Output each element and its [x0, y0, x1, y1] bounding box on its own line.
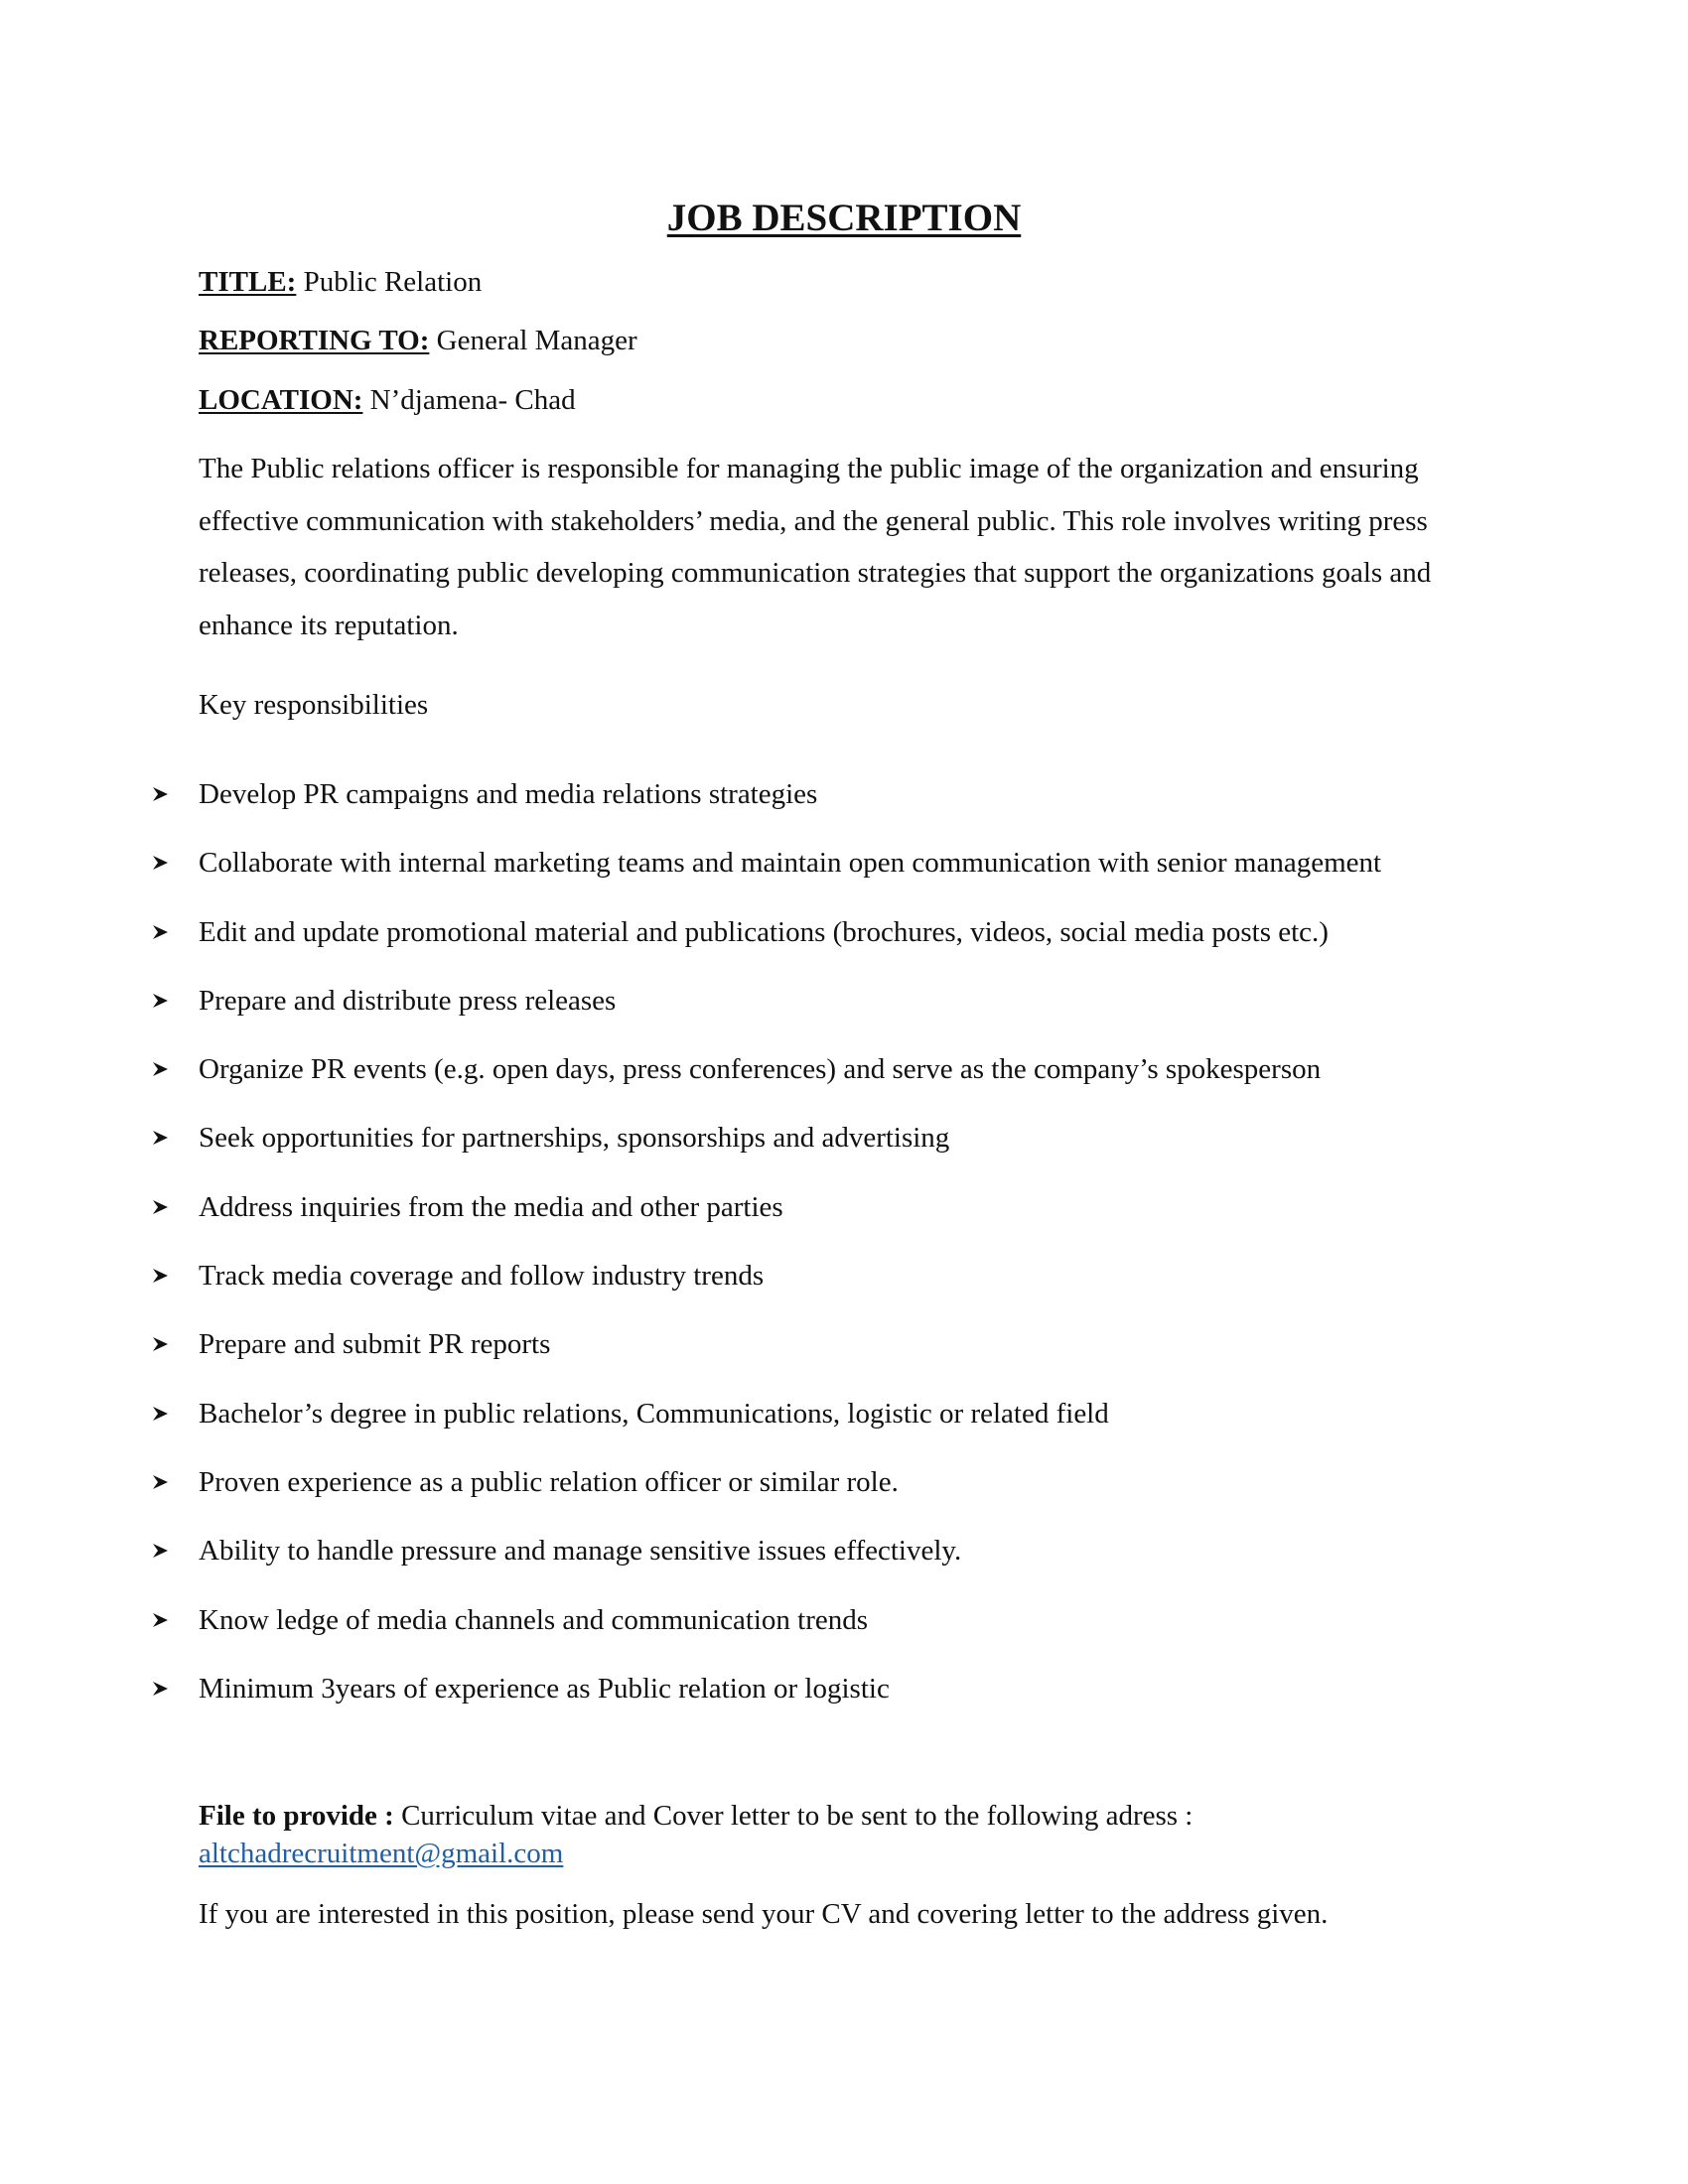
arrowhead-bullet-icon [151, 983, 175, 1019]
title-field [199, 264, 482, 300]
responsibilities-list [0, 776, 1688, 1739]
list-item [0, 1051, 1688, 1120]
reporting-value: General Manager [436, 325, 637, 356]
location-value: N’djamena- Chad [369, 384, 576, 416]
document-heading: JOB DESCRIPTION [666, 197, 1022, 239]
arrowhead-bullet-icon [151, 1671, 175, 1706]
file-to-provide-label: File to provide : [199, 1800, 394, 1832]
list-item-text: Prepare and distribute press releases [199, 984, 617, 1017]
reporting-field [199, 323, 637, 358]
arrowhead-bullet-icon [151, 1189, 175, 1225]
list-item-text: Develop PR campaigns and media relations strategies [199, 778, 818, 810]
location-field [199, 382, 576, 418]
location-label: LOCATION: [199, 384, 363, 416]
title-value: Public Relation [303, 266, 483, 298]
list-item [0, 1396, 1688, 1464]
title-label: TITLE: [199, 266, 297, 298]
list-item [0, 776, 1688, 845]
arrowhead-bullet-icon [151, 1326, 175, 1362]
list-item-text: Minimum 3years of experience as Public relation or logistic [199, 1672, 890, 1705]
list-item-text: Edit and update promotional material and publications (brochures, videos, social media posts etc.) [199, 915, 1329, 948]
list-item-text: Seek opportunities for partnerships, sponsorships and advertising [199, 1122, 950, 1155]
arrowhead-bullet-icon [151, 845, 175, 881]
email-link[interactable]: altchadrecruitment@gmail.com [199, 1838, 564, 1869]
closing-paragraph: If you are interested in this position, please send your CV and covering letter to the address given. [199, 1898, 1329, 1930]
list-item [0, 1602, 1688, 1671]
arrowhead-bullet-icon [151, 1602, 175, 1638]
arrowhead-bullet-icon [151, 1120, 175, 1156]
list-item [0, 1326, 1688, 1395]
list-item-text: Proven experience as a public relation officer or similar role. [199, 1465, 899, 1498]
list-item-text: Collaborate with internal marketing teams and maintain open communication with senior management [199, 847, 1382, 880]
list-item [0, 1671, 1688, 1739]
arrowhead-bullet-icon [151, 1396, 175, 1432]
list-item [0, 845, 1688, 913]
key-responsibilities-heading: Key responsibilities [199, 689, 429, 721]
list-item [0, 983, 1688, 1051]
list-item [0, 1258, 1688, 1326]
list-item-text: Ability to handle pressure and manage sensitive issues effectively. [199, 1535, 962, 1568]
file-to-provide [199, 1797, 1509, 1872]
arrowhead-bullet-icon [151, 914, 175, 950]
arrowhead-bullet-icon [151, 1464, 175, 1500]
reporting-label: REPORTING TO: [199, 325, 430, 356]
list-item-text: Address inquiries from the media and other parties [199, 1190, 783, 1223]
list-item [0, 914, 1688, 983]
list-item [0, 1189, 1688, 1258]
list-item [0, 1533, 1688, 1601]
intro-paragraph: The Public relations officer is responsible for managing the public image of the organization and ensuring effective communication with stakeholders’ media, and the general public. This role involves writing press releases, coordinating public developing communication strategies that support the organizations goals and enhance its reputation. [199, 453, 1432, 641]
arrowhead-bullet-icon [151, 1258, 175, 1294]
arrowhead-bullet-icon [151, 776, 175, 812]
list-item-text: Track media coverage and follow industry trends [199, 1260, 765, 1293]
list-item-text: Bachelor’s degree in public relations, Communications, logistic or related field [199, 1397, 1109, 1430]
arrowhead-bullet-icon [151, 1051, 175, 1087]
list-item-text: Organize PR events (e.g. open days, press conferences) and serve as the company’s spokesperson [199, 1053, 1322, 1086]
arrowhead-bullet-icon [151, 1533, 175, 1569]
list-item-text: Know ledge of media channels and communication trends [199, 1603, 869, 1636]
list-item [0, 1464, 1688, 1533]
list-item [0, 1120, 1688, 1188]
list-item-text: Prepare and submit PR reports [199, 1328, 551, 1361]
file-to-provide-text: Curriculum vitae and Cover letter to be sent to the following adress : [393, 1800, 1194, 1832]
